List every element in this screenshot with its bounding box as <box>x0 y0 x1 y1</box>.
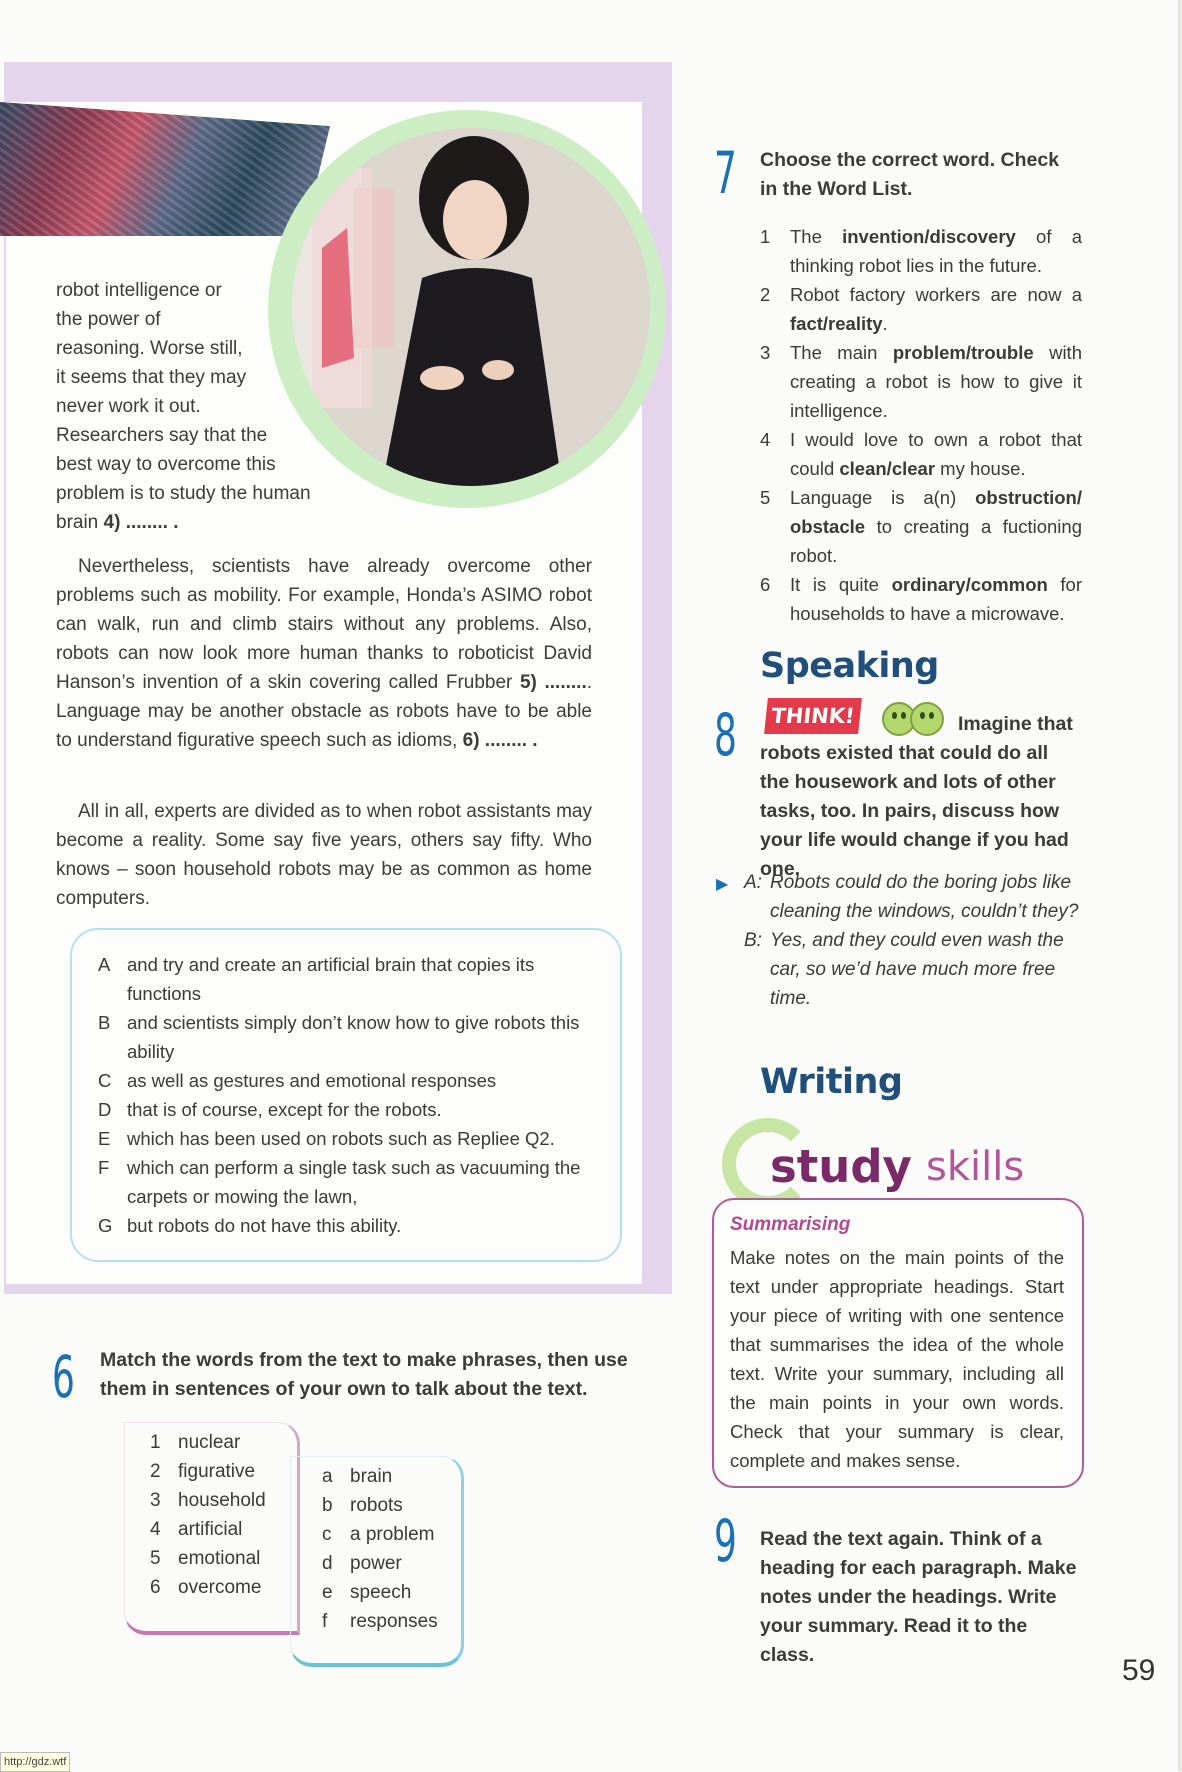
answer-item <box>98 1211 598 1240</box>
answer-letter: B <box>98 1012 111 1033</box>
match-right-item <box>322 1607 438 1636</box>
exercise-7-item <box>760 280 1082 338</box>
exercise-7-item <box>760 425 1082 483</box>
paragraph-3-text: All in all, experts are divided as to when robot assistants may become a reality. Some say five years, others say fifty. Who knows – soon household robots may be as common as home computers. <box>56 801 592 909</box>
item-letter: a <box>322 1466 333 1487</box>
word-choice: problem/trouble <box>892 342 1034 363</box>
word-choice: clean/clear <box>839 458 936 479</box>
exercise-9-number: 9 <box>714 1507 737 1575</box>
study-label: study <box>770 1140 912 1193</box>
text-fragment: my house. <box>935 458 1026 479</box>
item-text <box>790 338 1082 425</box>
dialog-line <box>744 868 1082 926</box>
text-fragment: I would love to own a robot that could <box>790 429 1082 479</box>
item-word: nuclear <box>178 1432 241 1453</box>
gap-6: 6) ........ . <box>462 730 538 751</box>
answer-letter: D <box>98 1099 112 1120</box>
paragraph-2 <box>56 552 592 755</box>
item-letter: b <box>322 1495 333 1516</box>
item-number: 1 <box>760 226 771 247</box>
exercise-7-item <box>760 483 1082 570</box>
item-number: 4 <box>760 429 771 450</box>
summarising-title: Summarising <box>730 1214 851 1235</box>
text-line: Researchers say that the <box>56 425 268 446</box>
text-fragment: It is quite <box>790 574 892 595</box>
item-word: emotional <box>178 1548 261 1569</box>
play-arrow-icon: ▶ <box>716 876 729 893</box>
text-fragment: The <box>790 226 843 247</box>
answer-item <box>98 1008 598 1066</box>
match-right-item <box>322 1578 438 1607</box>
paragraph-3 <box>56 797 592 913</box>
speaking-heading: Speaking <box>760 646 939 686</box>
match-right-item <box>322 1491 438 1520</box>
answer-text: but robots do not have this ability. <box>127 1215 402 1236</box>
match-right-item <box>322 1549 438 1578</box>
answer-text: which can perform a single task such as vacuuming the carpets or mowing the lawn, <box>127 1157 581 1207</box>
text-fragment: Nevertheless, scientists have already overcome other problems such as mobility. For example, Honda’s ASIMO robot can walk, run and climb stairs without any problems. Also, robots can now look more human thanks to roboticist David Hanson’s invention of a skin covering called Frubber <box>56 556 592 693</box>
item-word: robots <box>350 1495 403 1516</box>
match-right-list <box>322 1462 438 1636</box>
answer-item <box>98 950 598 1008</box>
word-choice: fact/reality <box>790 313 883 334</box>
text-line: reasoning. Worse still, <box>56 338 243 359</box>
answer-text: which has been used on robots such as Repliee Q2. <box>127 1128 555 1149</box>
answer-letter: G <box>98 1215 113 1236</box>
item-text <box>790 280 1082 338</box>
item-number: 2 <box>760 284 771 305</box>
robot-woman-illustration <box>292 128 650 486</box>
text-fragment: to creating a fuctioning robot. <box>790 516 1082 566</box>
item-number: 3 <box>150 1490 161 1511</box>
text-fragment: with creating a robot is how to give it intelligence. <box>790 342 1082 421</box>
text-line <box>56 508 316 537</box>
item-text <box>790 570 1082 628</box>
summarising-text: Make notes on the main points of the text under appropriate headings. Start your piece of writing with one sentence that summarises the idea of the whole text. Write your summary, including all the main points in your own words. Check that your summary is clear, complete and makes sense. <box>730 1247 1064 1471</box>
item-text <box>790 425 1082 483</box>
match-left-item <box>150 1573 266 1602</box>
exercise-8-number: 8 <box>714 701 737 769</box>
item-word: power <box>350 1553 402 1574</box>
text-fragment: of a thinking robot lies in the future. <box>790 226 1082 276</box>
item-number: 4 <box>150 1519 161 1540</box>
answer-item <box>98 1124 598 1153</box>
match-right-item <box>322 1462 438 1491</box>
text-line: best way to overcome this <box>56 454 276 475</box>
exercise-8-instruction-start: Imagine that <box>958 713 1073 735</box>
exercise-8-instruction: robots existed that could do all the housework and lots of other tasks, too. In pairs, discuss how your life would change if you had one. <box>760 742 1069 880</box>
answer-letter: A <box>98 954 111 975</box>
answer-item <box>98 1095 598 1124</box>
answers-list <box>98 950 598 1240</box>
word-choice: obstruction/ obstacle <box>790 487 1082 537</box>
smiley-face-icon <box>910 702 944 736</box>
match-left-list <box>150 1428 266 1602</box>
text-line: it seems that they may <box>56 367 247 388</box>
exercise-6-number: 6 <box>52 1343 75 1411</box>
item-letter: c <box>322 1524 332 1545</box>
item-word: figurative <box>178 1461 256 1482</box>
text-fragment: . Language may be another obstacle as robots have to be able to understand figurative speech such as idioms, <box>56 672 592 751</box>
text-line: problem is to study the human <box>56 483 311 504</box>
speaker: A: <box>744 872 762 893</box>
dialog-text: Yes, and they could even wash the car, so we’d have much more free time. <box>770 930 1064 1009</box>
item-word: speech <box>350 1582 412 1603</box>
item-text <box>790 222 1082 280</box>
speaker: B: <box>744 930 762 951</box>
item-number: 6 <box>760 574 771 595</box>
think-badge: THINK! <box>764 698 862 734</box>
exercise-7-number: 7 <box>714 139 737 207</box>
answer-letter: F <box>98 1157 110 1178</box>
match-left-item <box>150 1544 266 1573</box>
dialog-line <box>744 926 1082 1013</box>
item-text <box>790 483 1082 570</box>
match-left-item <box>150 1486 266 1515</box>
answer-text: and try and create an artificial brain that copies its functions <box>127 954 535 1004</box>
match-left-item <box>150 1457 266 1486</box>
text-line: the power of <box>56 309 161 330</box>
gap-5: 5) ........ <box>519 672 587 693</box>
example-dialog <box>744 868 1082 1013</box>
answer-item <box>98 1153 598 1211</box>
item-word: responses <box>350 1611 438 1632</box>
gap-4: 4) ........ . <box>103 512 179 533</box>
exercise-7-list <box>760 222 1082 628</box>
exercise-7-item <box>760 338 1082 425</box>
item-number: 5 <box>150 1548 161 1569</box>
dialog-text: Robots could do the boring jobs like cleaning the windows, couldn’t they? <box>770 872 1079 922</box>
writing-heading: Writing <box>760 1062 903 1102</box>
text-line: robot intelligence or <box>56 280 222 301</box>
item-letter: f <box>322 1611 328 1632</box>
item-word: artificial <box>178 1519 243 1540</box>
answer-item <box>98 1066 598 1095</box>
item-word: household <box>178 1490 266 1511</box>
text-fragment: The main <box>790 342 893 363</box>
item-word: overcome <box>178 1577 262 1598</box>
item-number: 6 <box>150 1577 161 1598</box>
page-edge <box>1178 0 1182 1771</box>
wrapped-paragraph <box>56 276 316 537</box>
item-number: 3 <box>760 342 771 363</box>
text-fragment: Robot factory workers are now a <box>790 284 1082 305</box>
match-left-item <box>150 1428 266 1457</box>
skills-label: skills <box>926 1144 1025 1190</box>
answer-text: that is of course, except for the robots. <box>127 1099 442 1120</box>
text-line: never work it out. <box>56 396 201 417</box>
robot-photo <box>292 128 650 486</box>
text-fragment: for households to have a microwave. <box>790 574 1082 624</box>
footer-url[interactable]: http://gdz.wtf <box>0 1752 70 1772</box>
page-number: 59 <box>1122 1654 1156 1687</box>
answer-text: as well as gestures and emotional responses <box>127 1070 497 1091</box>
word-choice: invention/discovery <box>842 226 1016 247</box>
item-number: 1 <box>150 1432 161 1453</box>
answer-letter: C <box>98 1070 112 1091</box>
match-right-item <box>322 1520 438 1549</box>
item-word: a problem <box>350 1524 435 1545</box>
exercise-7-item <box>760 222 1082 280</box>
word-choice: ordinary/common <box>891 574 1048 595</box>
exercise-6-instruction: Match the words from the text to make phrases, then use them in sentences of your own to talk about the text. <box>100 1349 628 1400</box>
text-fragment: Language is a(n) <box>790 487 976 508</box>
answer-text: and scientists simply don’t know how to give robots this ability <box>127 1012 580 1062</box>
exercise-7-instruction: Choose the correct word. Check in the Word List. <box>760 149 1060 200</box>
item-letter: e <box>322 1582 333 1603</box>
exercise-9-instruction: Read the text again. Think of a heading for each paragraph. Make notes under the headings. Write your summary. Read it to the class. <box>760 1528 1077 1666</box>
item-number: 5 <box>760 487 771 508</box>
item-letter: d <box>322 1553 333 1574</box>
text-fragment: . <box>882 313 888 334</box>
answer-letter: E <box>98 1128 111 1149</box>
exercise-7-item <box>760 570 1082 628</box>
match-left-item <box>150 1515 266 1544</box>
paragraph-2-text <box>56 552 592 755</box>
item-number: 2 <box>150 1461 161 1482</box>
text-fragment: brain <box>56 512 99 533</box>
item-word: brain <box>350 1466 393 1487</box>
